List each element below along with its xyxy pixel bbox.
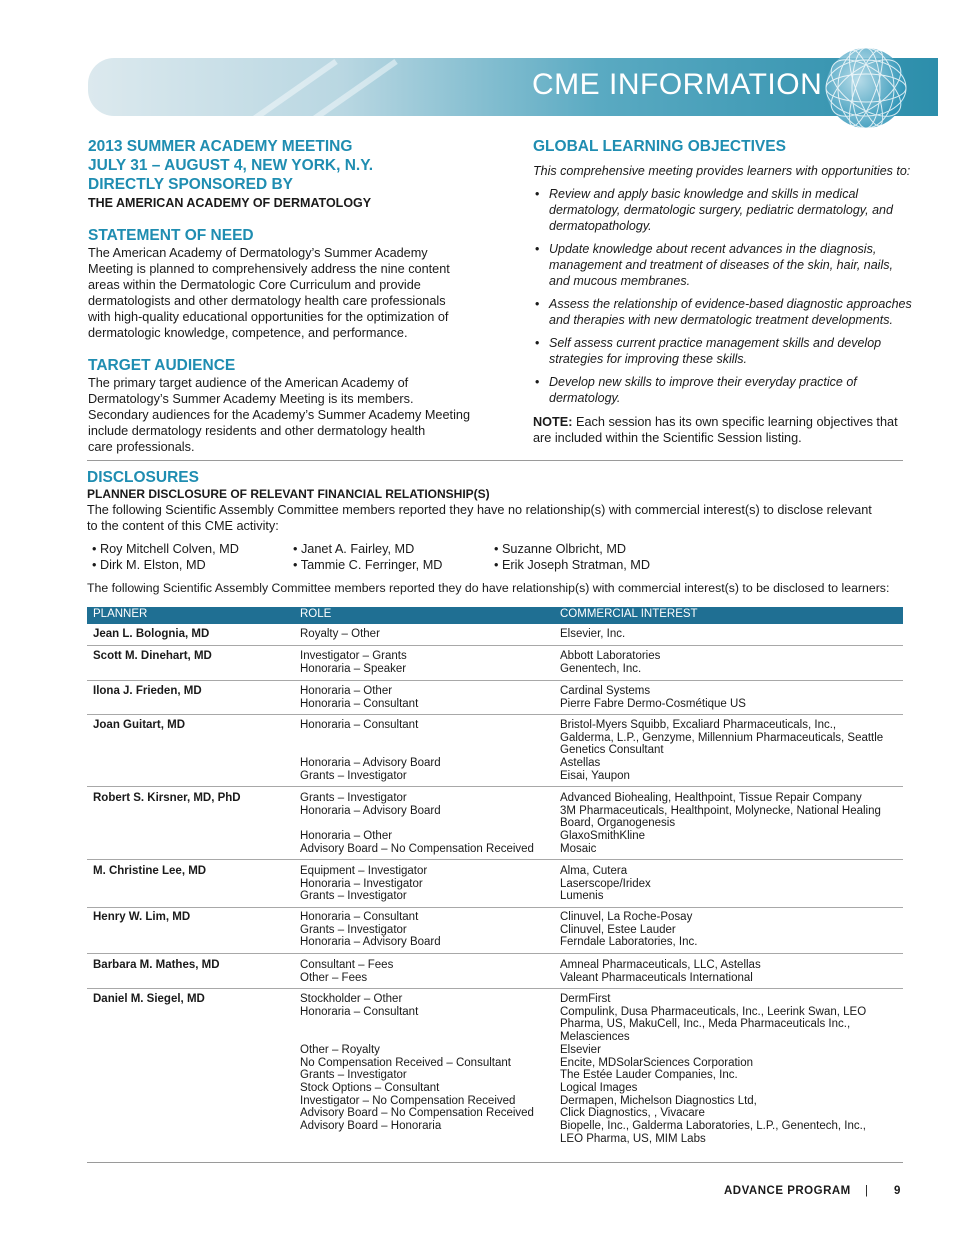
objective-item: • Review and apply basic knowledge and skills in medical dermatology, dermatologic surgery, pediatric dermatology, and dermatopathology. <box>533 186 913 234</box>
objective-item: • Self assess current practice management skills and develop strategies for improving these skills. <box>533 335 913 367</box>
planner-cell: M. Christine Lee, MD <box>93 865 207 877</box>
role-cell: Consultant – Fees Other – Fees <box>300 959 394 984</box>
audience-line: care professionals. <box>88 440 195 454</box>
need-line: dermatologists and other dermatology health care professionals <box>88 294 446 308</box>
meeting-sponsor: THE AMERICAN ACADEMY OF DERMATOLOGY <box>88 196 372 210</box>
intro-line: The following Scientific Assembly Committee members reported they have no relationship(s) with commercial interest(s) to disclose relevant <box>87 503 872 517</box>
planner-name: • Suzanne Olbricht, MD <box>494 542 627 556</box>
relationship-intro: The following Scientific Assembly Committee members reported they do have relationship(s) with commercial interest(s) to be disclosed to learners: <box>87 581 890 595</box>
note-text: Each session has its own specific learning objectives that are included within the Scientific Session listing. <box>533 415 898 445</box>
planner-cell: Henry W. Lim, MD <box>93 911 191 923</box>
meeting-dates: JULY 31 – AUGUST 4, NEW YORK, N.Y. <box>88 157 374 174</box>
objectives-intro: This comprehensive meeting provides learners with opportunities to: <box>533 164 911 178</box>
role-cell: Investigator – Grants Honoraria – Speaker <box>300 650 407 675</box>
row-divider <box>87 953 903 954</box>
row-divider <box>87 859 903 860</box>
no-relationship-col-1 <box>92 541 239 573</box>
need-line: dermatologic knowledge, competence, and performance. <box>88 326 408 340</box>
no-relationship-col-2 <box>293 541 442 573</box>
meeting-sponsor-label: DIRECTLY SPONSORED BY <box>88 176 293 193</box>
column-header-interest: COMMERCIAL INTEREST <box>560 608 698 620</box>
globe-icon <box>820 42 912 134</box>
disclosures-subheading: PLANNER DISCLOSURE OF RELEVANT FINANCIAL RELATIONSHIP(S) <box>87 487 490 501</box>
objective-item: • Develop new skills to improve their everyday practice of dermatology. <box>533 374 913 406</box>
planner-name: • Janet A. Fairley, MD <box>293 542 415 556</box>
audience-line: include dermatology residents and other dermatology health <box>88 424 426 438</box>
intro-line: to the content of this CME activity: <box>87 519 279 533</box>
role-cell: Honoraria – Consultant Honoraria – Advisory Board Grants – Investigator <box>300 719 441 782</box>
row-divider <box>87 680 903 681</box>
need-text <box>88 245 488 341</box>
objectives-note <box>533 414 908 446</box>
interest-cell: Cardinal Systems Pierre Fabre Dermo-Cosmétique US <box>560 685 746 710</box>
banner-streak <box>304 59 398 116</box>
row-divider <box>87 714 903 715</box>
interest-cell: DermFirst Compulink, Dusa Pharmaceuticals, Inc., Leerink Swan, LEO Pharma, US, MakuCell, Inc., Meda Pharmaceuticals Inc., Melasciences Elsevier Encite, MDSolarSciences Corporation The Estée Lauder Companies, Inc. Logical Images Dermapen, Michelson Diagnostics Ltd, Click Diagnostics, , Vivacare Biopelle, Inc., Galderma Laboratories, L.P., Genentech, Inc., LEO Pharma, US, MIM Labs <box>560 993 867 1145</box>
disclosures-heading: DISCLOSURES <box>87 469 199 486</box>
footer-label: ADVANCE PROGRAM <box>724 1185 851 1197</box>
interest-cell: Advanced Biohealing, Healthpoint, Tissue Repair Company 3M Pharmaceuticals, Healthpoint, Molynecke, National Healing Board, Organogenesis GlaxoSmithKline Mosaic <box>560 792 881 855</box>
planner-cell: Daniel M. Siegel, MD <box>93 993 205 1005</box>
planner-name: • Roy Mitchell Colven, MD <box>92 542 239 556</box>
planner-cell: Jean L. Bolognia, MD <box>93 628 210 640</box>
need-line: areas within the Dermatologic Core Curriculum and provide <box>88 278 421 292</box>
column-header-planner: PLANNER <box>93 608 148 620</box>
role-cell: Honoraria – Other Honoraria – Consultant <box>300 685 419 710</box>
audience-text <box>88 375 488 455</box>
planner-cell: Scott M. Dinehart, MD <box>93 650 212 662</box>
meeting-title: 2013 SUMMER ACADEMY MEETING <box>88 138 353 155</box>
need-line: with high-quality educational opportunities for the optimization of <box>88 310 449 324</box>
role-cell: Stockholder – Other Honoraria – Consultant Other – Royalty No Compensation Received – Consultant Grants – Investigator Stock Options – Consultant Investigator – No Compensation Received Advisory Board – No Compensation Received Advisory Board – Honoraria <box>300 993 534 1133</box>
objectives-heading: GLOBAL LEARNING OBJECTIVES <box>533 138 786 155</box>
planner-name: • Tammie C. Ferringer, MD <box>293 558 443 572</box>
audience-line: Secondary audiences for the Academy’s Summer Academy Meeting <box>88 408 470 422</box>
interest-cell: Bristol-Myers Squibb, Excaliard Pharmaceuticals, Inc., Galderma, L.P., Genzyme, Millennium Pharmaceuticals, Seattle Genetics Consultant Astellas Eisai, Yaupon <box>560 719 884 782</box>
role-cell: Equipment – Investigator Honoraria – Investigator Grants – Investigator <box>300 865 428 903</box>
planner-cell: Barbara M. Mathes, MD <box>93 959 220 971</box>
row-divider <box>87 907 903 908</box>
disclosures-intro <box>87 502 907 534</box>
table-header <box>87 607 903 624</box>
interest-cell: Amneal Pharmaceuticals, LLC, Astellas Valeant Pharmaceuticals International <box>560 959 761 984</box>
objective-item: • Assess the relationship of evidence-based diagnostic approaches and therapies with new dermatologic treatment developments. <box>533 296 913 328</box>
planner-cell: Joan Guitart, MD <box>93 719 186 731</box>
role-cell: Honoraria – Consultant Grants – Investigator Honoraria – Advisory Board <box>300 911 441 949</box>
objectives-list <box>533 186 913 413</box>
audience-heading: TARGET AUDIENCE <box>88 357 236 374</box>
interest-cell: Elsevier, Inc. <box>560 628 626 640</box>
column-header-role: ROLE <box>300 608 332 620</box>
interest-cell: Alma, Cutera Laserscope/Iridex Lumenis <box>560 865 651 903</box>
section-divider <box>87 460 903 461</box>
need-line: The American Academy of Dermatology’s Summer Academy <box>88 246 428 260</box>
role-cell: Royalty – Other <box>300 628 380 640</box>
need-heading: STATEMENT OF NEED <box>88 227 254 244</box>
meeting-heading <box>88 137 373 213</box>
planner-cell: Ilona J. Frieden, MD <box>93 685 202 697</box>
objective-item: • Update knowledge about recent advances in the diagnosis, management and treatment of diseases of the skin, hair, nails, and mucous membranes. <box>533 241 913 289</box>
planner-name: • Dirk M. Elston, MD <box>92 558 206 572</box>
planner-name: • Erik Joseph Stratman, MD <box>494 558 651 572</box>
row-divider <box>87 645 903 646</box>
interest-cell: Abbott Laboratories Genentech, Inc. <box>560 650 661 675</box>
no-relationship-col-3 <box>494 541 650 573</box>
page-title: CME INFORMATION <box>532 68 823 101</box>
row-divider <box>87 786 903 787</box>
audience-line: The primary target audience of the American Academy of <box>88 376 409 390</box>
row-divider <box>87 988 903 989</box>
table-bottom-rule <box>87 1162 903 1163</box>
note-label: NOTE: <box>533 415 573 429</box>
page-number: 9 <box>894 1185 901 1197</box>
role-cell: Grants – Investigator Honoraria – Advisory Board Honoraria – Other Advisory Board – No Compensation Received <box>300 792 534 855</box>
footer-separator: | <box>865 1185 869 1197</box>
planner-cell: Robert S. Kirsner, MD, PhD <box>93 792 241 804</box>
interest-cell: Clinuvel, La Roche-Posay Clinuvel, Estee Lauder Ferndale Laboratories, Inc. <box>560 911 698 949</box>
need-line: Meeting is planned to comprehensively address the nine content <box>88 262 450 276</box>
audience-line: Dermatology’s Summer Academy Meeting is its members. <box>88 392 414 406</box>
